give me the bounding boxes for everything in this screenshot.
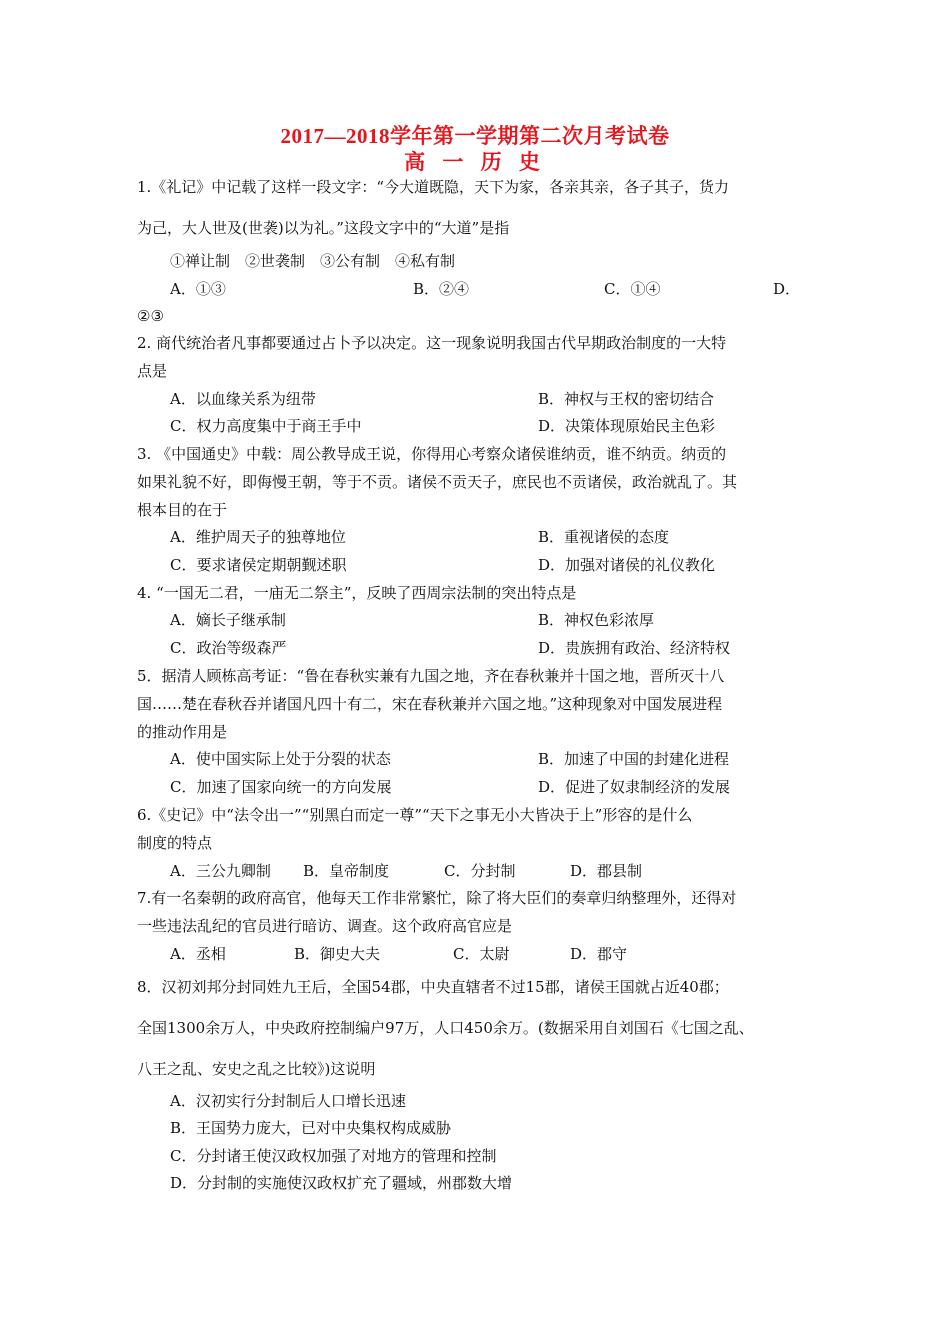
q4-option-b: B．神权色彩浓厚: [538, 611, 655, 629]
q8-option-d: D．分封制的实施使汉政权扩充了疆域，州郡数大增: [170, 1174, 513, 1192]
q2-option-b: B．神权与王权的密切结合: [538, 390, 715, 408]
q3-stem-line1: 3. 《中国通史》中载：周公教导成王说，你得用心考察众诸侯谁纳贡，谁不纳贡。纳贡的: [137, 445, 727, 463]
q3-option-a: A．维护周天子的独尊地位: [170, 528, 346, 546]
q2-option-c: C．权力高度集中于商王手中: [170, 417, 362, 435]
q1-option-a: A．①③: [170, 280, 226, 298]
q7-option-d: D．郡守: [570, 945, 628, 963]
q1-stem-line1: 1.《礼记》中记载了这样一段文字：“今大道既隐，天下为家，各亲其亲，各子其子，货力: [137, 178, 729, 196]
q2-stem-line1: 2. 商代统治者凡事都要通过占卜予以决定。这一现象说明我国古代早期政治制度的一大特: [137, 334, 727, 352]
exam-title: 2017—2018学年第一学期第二次月考试卷: [280, 124, 670, 148]
subject-title: 高 一 历 史: [404, 150, 546, 174]
q7-option-b: B．御史大夫: [294, 945, 381, 963]
q3-option-d: D．加强对诸侯的礼仪教化: [538, 556, 716, 574]
q5-option-a: A．使中国实际上处于分裂的状态: [170, 750, 391, 768]
q5-option-c: C．加速了国家向统一的方向发展: [170, 778, 392, 796]
q8-stem-line2: 全国1300余万人，中央政府控制编户97万，人口450余万。(数据采用自刘国石《七国之乱、: [137, 1019, 754, 1037]
q1-option-d: D．: [773, 280, 801, 298]
q8-option-c: C．分封诸王使汉政权加强了对地方的管理和控制: [170, 1147, 497, 1165]
q7-option-a: A．丞相: [170, 945, 226, 963]
q3-option-b: B．重视诸侯的态度: [538, 528, 670, 546]
q5-option-b: B．加速了中国的封建化进程: [538, 750, 730, 768]
q4-option-a: A．嫡长子继承制: [170, 611, 286, 629]
q5-stem-line3: 的推动作用是: [137, 723, 228, 741]
q1-items: ①禅让制 ②世袭制 ③公有制 ④私有制: [170, 252, 456, 270]
q4-option-d: D．贵族拥有政治、经济特权: [538, 639, 731, 657]
q1-option-c: C．①④: [604, 280, 661, 298]
q6-option-b: B．皇帝制度: [303, 862, 390, 880]
q1-option-d-text: ②③: [137, 307, 164, 325]
q2-option-a: A．以血缘关系为纽带: [170, 390, 316, 408]
q6-option-c: C．分封制: [444, 862, 516, 880]
q7-stem-line2: 一些违法乱纪的官员进行暗访、调查。这个政府高官应是: [137, 917, 513, 935]
q1-option-b: B．②④: [413, 280, 470, 298]
q8-option-a: A．汉初实行分封制后人口增长迅速: [170, 1092, 406, 1110]
q6-option-a: A．三公九卿制: [170, 862, 271, 880]
q6-option-d: D．郡县制: [570, 862, 643, 880]
q1-stem-line2: 为己，大人世及(世袭)以为礼。”这段文字中的“大道”是指: [137, 219, 510, 237]
q8-stem-line1: 8．汉初刘邦分封同姓九王后，全国54郡，中央直辖者不过15郡，诸侯王国就占近40郡；: [137, 978, 729, 996]
q4-stem-line1: 4. “一国无二君，一庙无二祭主”，反映了西周宗法制的突出特点是: [137, 584, 577, 602]
q8-stem-line3: 八王之乱、安史之乱之比较》)这说明: [137, 1060, 376, 1078]
q7-stem-line1: 7.有一名秦朝的政府高官，他每天工作非常繁忙，除了将大臣们的奏章归纳整理外，还得对: [137, 889, 737, 907]
q8-option-b: B．王国势力庞大，已对中央集权构成威胁: [170, 1119, 452, 1137]
q7-option-c: C．太尉: [453, 945, 510, 963]
q5-stem-line2: 国……楚在春秋吞并诸国凡四十有二，宋在春秋兼并六国之地。”这种现象对中国发展进程: [137, 695, 723, 713]
q6-stem-line1: 6.《史记》中“法令出一”“别黑白而定一尊”“天下之事无小大皆决于上”形容的是什么: [137, 806, 693, 824]
q6-stem-line2: 制度的特点: [137, 834, 213, 852]
q4-option-c: C．政治等级森严: [170, 639, 287, 657]
q3-option-c: C．要求诸侯定期朝觐述职: [170, 556, 347, 574]
q3-stem-line2: 如果礼貌不好，即侮慢王朝，等于不贡。诸侯不贡天子，庶民也不贡诸侯，政治就乱了。其: [137, 473, 738, 491]
q2-stem-line2: 点是: [137, 362, 168, 380]
q5-stem-line1: 5．据清人顾栋高考证：“鲁在春秋实兼有九国之地，齐在春秋兼并十国之地，晋所灭十八: [137, 667, 725, 685]
q3-stem-line3: 根本目的在于: [137, 501, 228, 519]
q2-option-d: D．决策体现原始民主色彩: [538, 417, 716, 435]
q5-option-d: D．促进了奴隶制经济的发展: [538, 778, 731, 796]
